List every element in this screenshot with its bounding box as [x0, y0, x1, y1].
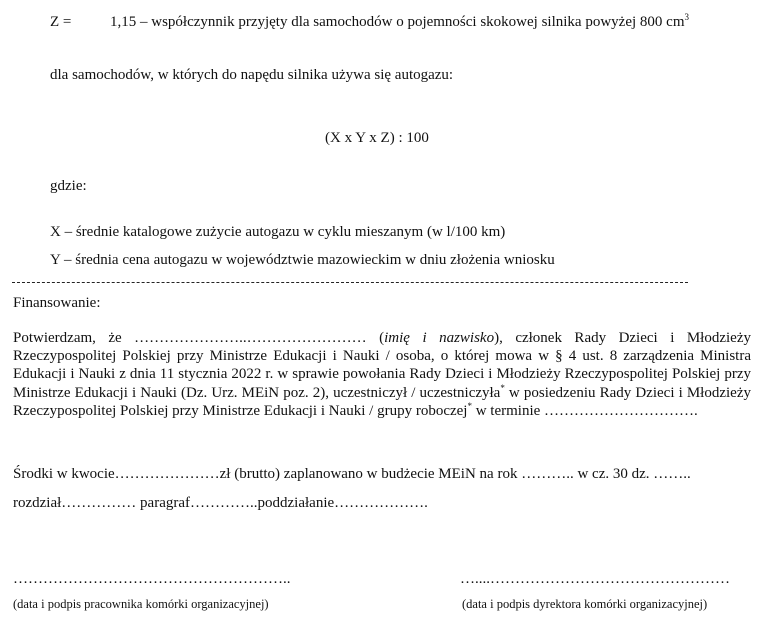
definition-y: Y – średnia cena autogazu w województwie mazowieckim w dniu złożenia wniosku: [50, 252, 555, 268]
signature-dots-right: …....…………………………………………: [460, 571, 730, 587]
signature-caption-right: (data i podpis dyrektora komórki organizacyjnej): [462, 597, 708, 611]
confirmation-paragraph: [13, 329, 751, 420]
signature-caption-left: (data i podpis pracownika komórki organizacyjnej): [13, 597, 269, 611]
confirm-name-italic: imię i nazwisko: [384, 330, 495, 346]
confirm-text-4: w terminie ………………………….: [471, 402, 698, 419]
autogas-line: dla samochodów, w których do napędu silnika używa się autogazu:: [50, 67, 454, 83]
where-label: gdzie:: [50, 178, 87, 194]
confirm-text-1: Potwierdzam, że …………………..…………………… (: [13, 330, 385, 346]
footnote-star-2: *: [467, 400, 472, 411]
coefficient-superscript: 3: [684, 12, 689, 22]
signature-dots-left: ………………………………………………..: [13, 571, 291, 587]
formula: (X x Y x Z) : 100: [325, 130, 429, 146]
confirm-text-3: w posiedzeniu Rady Dzieci i Młodzieży Rzeczypospolitej Polskiej przy Ministrze Edukacji i Nauki / grupy roboczej: [13, 384, 751, 419]
chapter-line: rozdział…………… paragraf…………..poddziałanie……………….: [13, 495, 428, 511]
definition-x: X – średnie katalogowe zużycie autogazu w cyklu mieszanym (w l/100 km): [50, 224, 506, 240]
coefficient-line: [110, 13, 689, 31]
coefficient-text: 1,15 – współczynnik przyjęty dla samochodów o pojemności skokowej silnika powyżej 800 cm: [110, 14, 685, 30]
coefficient-symbol: Z =: [50, 14, 72, 30]
confirm-text-2: ), członek Rady Dzieci i Młodzieży Rzeczypospolitej Polskiej przy Ministrze Edukacji i Nauki / osoba, o której mowa w § 4 ust. 8 zarządzenia Ministra Edukacji i Nauki z dnia 11 stycznia 2022 r. w sprawie powołania Rady Dzieci i Młodzieży Rzeczypospolitej Polskiej przy Ministrze Edukacji i Nauki (Dz. Urz. MEiN poz. 2), uczestniczył / uczestniczyła: [13, 330, 751, 401]
financing-label: Finansowanie:: [13, 295, 101, 311]
footnote-star-1: *: [500, 382, 505, 393]
dashed-separator: [12, 282, 688, 283]
funds-line: Środki w kwocie…………………zł (brutto) zaplanowano w budżecie MEiN na rok ……….. w cz. 30 dz. ……..: [13, 466, 691, 482]
